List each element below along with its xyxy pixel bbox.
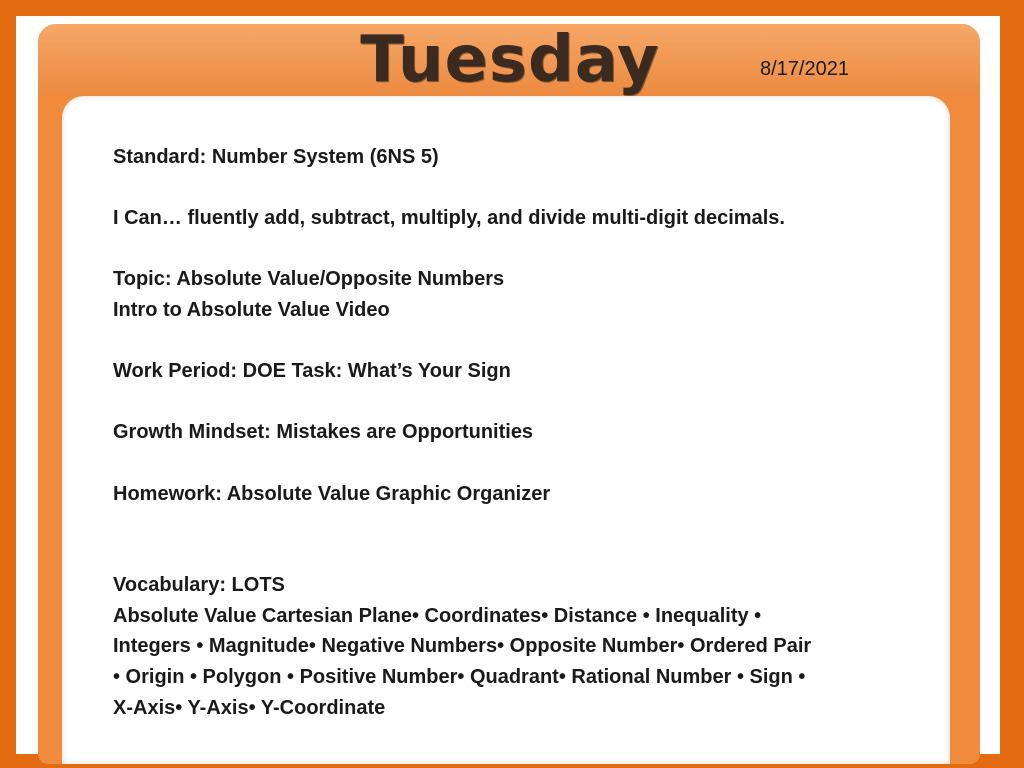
vocabulary-line: Integers • Magnitude• Negative Numbers• Opposite Number• Ordered Pair xyxy=(113,635,812,658)
vocabulary-line: • Origin • Polygon • Positive Number• Quadrant• Rational Number • Sign • xyxy=(113,665,806,688)
topic-line: Topic: Absolute Value/Opposite Numbers xyxy=(113,268,505,291)
i-can-line: I Can… fluently add, subtract, multiply, and divide multi-digit decimals. xyxy=(113,207,785,230)
date-label: 8/17/2021 xyxy=(760,58,849,80)
day-title: Tuesday xyxy=(360,23,660,97)
work-period-line: Work Period: DOE Task: What’s Your Sign xyxy=(113,360,511,383)
homework-line: Homework: Absolute Value Graphic Organizer xyxy=(113,482,551,505)
intro-video-link[interactable]: Intro to Absolute Value Video xyxy=(113,298,390,321)
vocabulary-line: Absolute Value Cartesian Plane• Coordinates• Distance • Inequality • xyxy=(113,604,762,627)
standard-line: Standard: Number System (6NS 5) xyxy=(113,146,439,168)
lesson-content xyxy=(113,142,933,723)
vocabulary-heading: Vocabulary: LOTS xyxy=(113,574,285,597)
vocabulary-line: X-Axis• Y-Axis• Y-Coordinate xyxy=(113,696,386,719)
growth-mindset-line: Growth Mindset: Mistakes are Opportunities xyxy=(113,421,534,444)
